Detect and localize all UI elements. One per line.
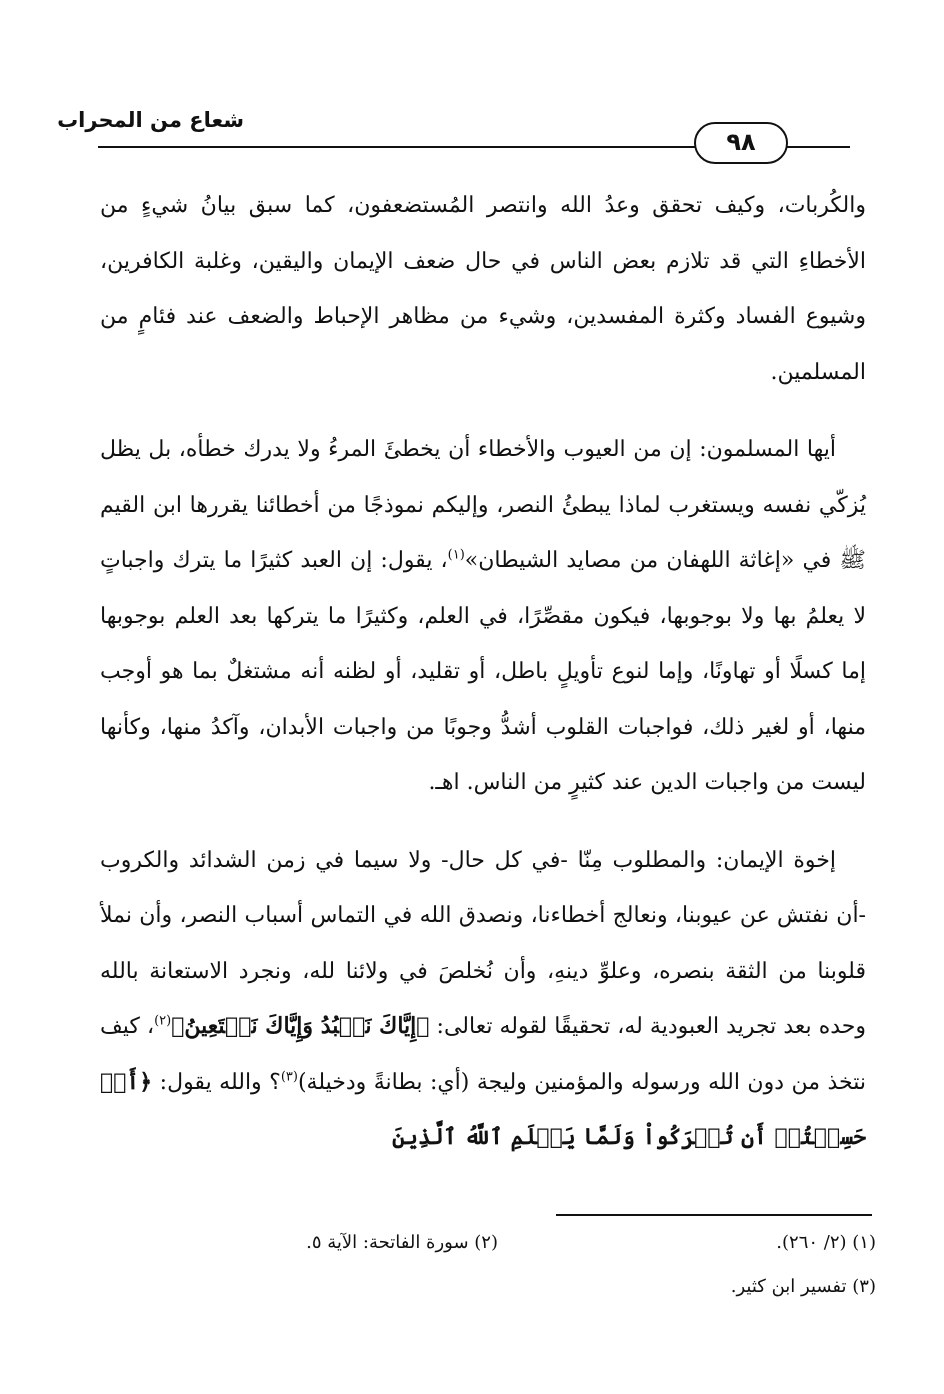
header-rule [98, 146, 696, 148]
paragraph-2-text: أيها المسلمون: إن من العيوب والأخطاء أن يخطئَ المرءُ ولا يدرك خطأه، بل يظل يُزكّي نفسه ويستغرب لماذا يبطئُ النصر، وإليكم نموذجًا من أخطائنا يقررها ابن القيم ﷺ في «إغاثة اللهفان من مصايد الشيطان» [100, 437, 866, 573]
footnote-2: (٢) سورة الفاتحة: الآية ٥. [306, 1232, 498, 1253]
footnote-rule [556, 1214, 872, 1216]
footnote-3: (٣) تفسير ابن كثير. [730, 1276, 876, 1297]
paragraph-1: والكُربات، وكيف تحقق وعدُ الله وانتصر المُستضعفون، كما سبق بيانُ شيءٍ من الأخطاءِ التي قد تلازم بعض الناس في حال ضعف الإيمان واليقين، وغلبة الكافرين، وشيوع الفساد وكثرة المفسدين، وشيء من مظاهر الإحباط والضعف عند فئامٍ من المسلمين. [100, 193, 866, 385]
quran-verse-fatiha: ﴿إِيَّاكَ نَعۡبُدُ وَإِيَّاكَ نَسۡتَعِينُ﴾ [171, 1013, 430, 1039]
paragraph-3-text-a: إخوة الإيمان: والمطلوب مِنّا -في كل حال- ولا سيما في زمن الشدائد والكروب -أن نفتش عن عيوبنا، ونعالج أخطاءنا، ونصدق الله في التماس أسباب النصر، وأن نملأ قلوبنا من الثقة بنصره، وعلوِّ دينهِ، وأن نُخلصَ في ولائنا لله، ونجرد الاستعانة بالله وحده بعد تجريد العبودية له، تحقيقًا لقوله تعالى: [100, 847, 867, 1039]
footnote-ref-1[interactable]: (١) [447, 547, 465, 563]
paragraph-2-rest: ، يقول: إن العبد كثيرًا ما يترك واجباتٍ لا يعلمُ بها ولا بوجوبها، فيكون مقصِّرًا، في العلم، وكثيرًا ما يتركها بعد العلم بوجوبها إما كسلًا أو تهاونًا، وإما لنوع تأويلٍ باطل، أو تقليد، أو لظنه أنه مشتغلٌ بما هو أوجب منها، أو لغير ذلك، فواجبات القلوب أشدُّ وجوبًا من واجبات الأبدان، وآكدُ منها، وكأنها ليست من واجبات الدين عند كثيرٍ من الناس. اهـ. [100, 548, 866, 795]
body-text [100, 178, 866, 1188]
footnote-ref-2[interactable]: (٢) [154, 1013, 172, 1029]
paragraph-3-text-b: ، كيف نتخذ من دون الله ورسوله والمؤمنين وليجة (أي: بطانةً ودخيلة) [100, 1014, 866, 1095]
page-number-badge: ٩٨ [694, 122, 788, 164]
paragraph-2 [100, 422, 866, 811]
footnote-ref-3[interactable]: (٣) [280, 1069, 298, 1085]
quran-verse-tawba: ﴿أَمۡ حَسِبۡتُمۡ أَن تُتۡرَكُواْ وَلَمَّا يَعۡلَمِ ٱللَّهُ ٱلَّذِينَ [100, 1068, 866, 1150]
running-header-title: شعاع من المحراب [57, 108, 244, 132]
paragraph-3 [100, 833, 866, 1166]
paragraph-3-text-c: ؟ والله يقول: [159, 1069, 281, 1095]
header-rule-right [786, 146, 850, 148]
footnote-1: (١) (٢/ ٢٦٠). [776, 1232, 876, 1253]
